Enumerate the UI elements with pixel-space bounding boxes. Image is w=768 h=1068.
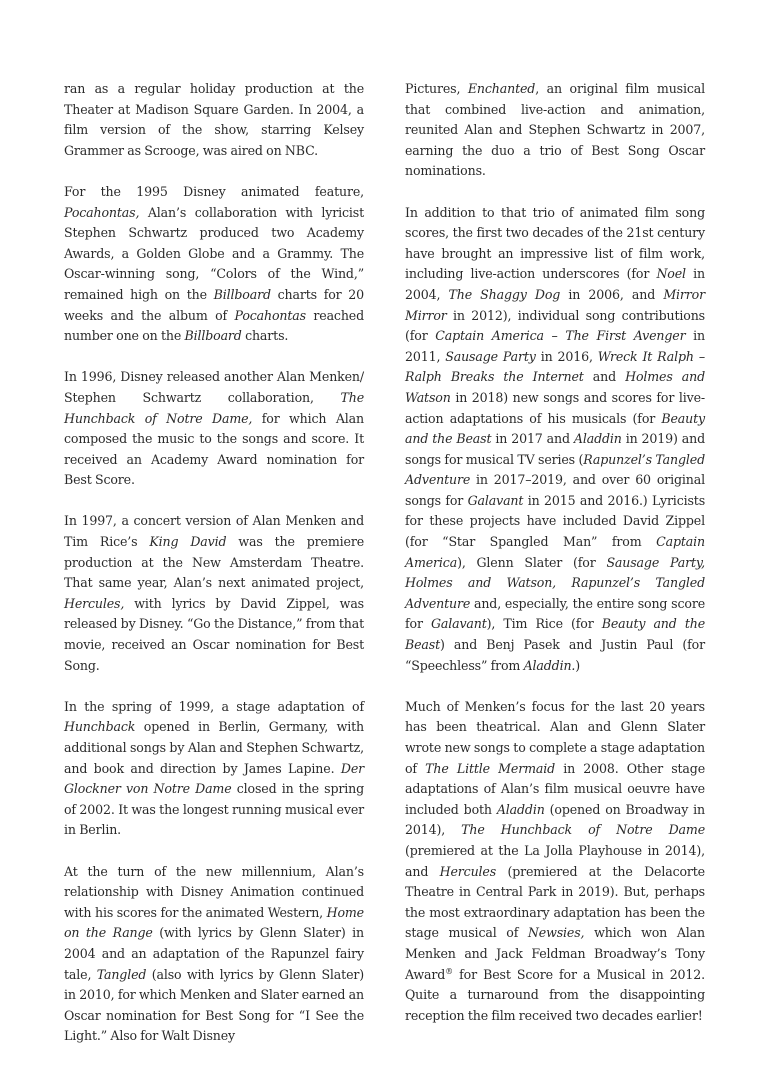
italic-text: Hunchback	[64, 719, 136, 735]
italic-text: Der Glockner von Notre Dame	[64, 760, 364, 797]
italic-text: Billboard	[184, 328, 242, 344]
text-run: At the turn of the new millennium, Alan’s relationship with Disney Animation continued with his scores for the animated Western,	[64, 863, 364, 920]
italic-text: Rapunzel’s Tangled Adventure	[405, 451, 706, 488]
italic-text: Beauty and the Beast	[405, 410, 705, 447]
italic-text: Beauty and the Beast	[405, 616, 705, 653]
text-run: in 2008. Other stage adaptations of Alan’s film musical oeuvre have included both	[405, 760, 706, 817]
text-run: in 2017 and	[491, 431, 574, 447]
italic-text: King David	[149, 534, 227, 550]
text-run: in 2018) new songs and scores for live-action adaptations of his musicals (for	[405, 389, 705, 426]
paragraph	[64, 367, 364, 491]
italic-text: Sausage Party, Holmes and Watson, Rapunzel’s Tangled Adventure	[405, 554, 706, 611]
text-run: Pictures,	[405, 81, 468, 96]
italic-text: Wreck It Ralph – Ralph Breaks the Internet	[405, 348, 705, 385]
text-run: and, especially, the entire song score for	[405, 595, 705, 632]
italic-text: Holmes and Watson	[405, 369, 706, 405]
italic-text: Aladdin	[573, 431, 622, 447]
text-run: in 2011,	[405, 328, 705, 364]
italic-text: Pocahontas,	[64, 204, 140, 220]
text-run: In 1996, Disney released another Alan Menken/ Stephen Schwartz collaboration,	[64, 369, 364, 405]
text-run: for which Alan composed the music to the songs and score. It received an Academy Award nomination for Best Score.	[64, 410, 364, 488]
paragraph	[405, 79, 705, 182]
text-run: In addition to that trio of animated film song scores, the first two decades of the 21st century have brought an impressive list of film work, including live-action underscores (for	[405, 204, 705, 282]
text-run: In 1997, a concert version of Alan Menken and Tim Rice’s	[64, 513, 364, 550]
italic-text: Enchanted	[467, 81, 536, 96]
italic-text: Captain America – The First Avenger	[435, 328, 686, 344]
paragraph	[405, 203, 705, 677]
text-run: charts.	[241, 328, 289, 344]
text-run: ran as a regular holiday production at the Theater at Madison Square Garden. In 2004, a film version of the show, starring Kelsey Grammer as Scrooge, was aired on NBC.	[64, 81, 364, 158]
text-run: closed in the spring of 2002. It was the longest running musical ever in Berlin.	[64, 781, 364, 838]
text-run: for Best Score for a Musical in 2012. Quite a turnaround from the disappointing reception the film received two decades earlier!	[405, 966, 705, 1023]
text-run: ), Tim Rice (for	[486, 616, 602, 632]
text-run: in 2006, and	[560, 286, 664, 302]
italic-text: Newsies,	[527, 925, 585, 941]
italic-text: Billboard	[213, 286, 271, 302]
text-run: and	[583, 369, 626, 385]
text-run: Much of Menken’s focus for the last 20 years has been theatrical. Alan and Glenn Slater wrote new songs to complete a stage adaptation of	[405, 698, 705, 776]
text-run: charts for 20 weeks and the album of	[64, 286, 364, 323]
italic-text: Aladdin	[496, 801, 545, 817]
text-run: in 2015 and 2016.) Lyricists for these projects have included David Zippel (for “Star Spangled Man” from	[405, 492, 706, 550]
text-run: was the premiere production at the New Amsterdam Theatre. That same year, Alan’s next animated project,	[64, 534, 364, 591]
italic-text: The Shaggy Dog	[448, 286, 561, 302]
text-run: , an original film musical that combined live-action and animation, reunited Alan and Stephen Schwartz in 2007, earning the duo a trio of Best Song Oscar nominations.	[405, 81, 705, 179]
italic-text: Aladdin.	[523, 657, 576, 673]
text-run: For the 1995 Disney animated feature,	[64, 183, 364, 199]
text-run: (opened on Broadway in 2014),	[405, 801, 705, 838]
italic-text: Galavant	[430, 616, 487, 632]
paragraph	[64, 697, 364, 841]
text-run: )	[575, 657, 581, 673]
italic-text: Galavant	[467, 492, 524, 508]
italic-text: Noel	[656, 266, 686, 282]
left-text-column	[64, 79, 364, 1068]
text-run: Alan’s collaboration with lyricist Stephen Schwartz produced two Academy Awards, a Golden Globe and a Grammy. The Oscar-winning song, “Colors of the Wind,” remained high on the	[64, 204, 364, 302]
text-run: opened in Berlin, Germany, with additional songs by Alan and Stephen Schwartz, and book and direction by James Lapine.	[64, 719, 364, 776]
text-run: in 2004,	[405, 266, 705, 302]
italic-text: Sausage Party	[445, 348, 536, 364]
paragraph	[64, 511, 364, 676]
italic-text: Hercules	[439, 863, 497, 879]
italic-text: Mirror Mirror	[405, 286, 705, 323]
paragraph	[64, 862, 364, 1047]
text-run: with lyrics by David Zippel, was released by Disney. “Go the Distance,” from that movie, received an Oscar nomination for Best Song.	[64, 595, 364, 673]
text-run: which won Alan Menken and Jack Feldman Broadway’s Tony Award	[405, 925, 705, 982]
text-run: ), Glenn Slater (for	[457, 554, 607, 570]
text-run: (premiered at the La Jolla Playhouse in 2014), and	[405, 842, 705, 879]
italic-text: Captain America	[405, 534, 705, 570]
italic-text: The Little Mermaid	[425, 760, 556, 776]
text-run: ) and Benj Pasek and Justin Paul (for “Speechless” from	[405, 637, 705, 673]
italic-text: Hercules,	[64, 595, 125, 611]
text-run: reached number one on the	[64, 307, 365, 344]
italic-text: The Hunchback of Notre Dame,	[64, 389, 364, 426]
italic-text: Home on the Range	[64, 904, 364, 941]
italic-text: The Hunchback of Notre Dame	[461, 822, 705, 838]
text-run: in 2012), individual song contributions (for	[405, 307, 705, 344]
italic-text: Tangled	[96, 966, 147, 982]
text-run: In the spring of 1999, a stage adaptation of	[64, 698, 364, 714]
right-text-column	[405, 79, 705, 1047]
registered-mark: ®	[445, 966, 454, 976]
italic-text: Pocahontas	[234, 307, 306, 323]
paragraph	[64, 182, 364, 347]
paragraph	[64, 79, 364, 161]
text-run: (also with lyrics by Glenn Slater) in 2010, for which Menken and Slater earned an Oscar nomination for Best Song for “I See the Light.” Also for Walt Disney	[64, 966, 364, 1044]
text-run: in 2019) and songs for musical TV series (	[405, 431, 705, 467]
text-run: (with lyrics by Glenn Slater) in 2004 and an adaptation of the Rapunzel fairy tale,	[64, 925, 364, 982]
text-run: in 2016,	[535, 348, 598, 364]
text-run: (premiered at the Delacorte Theatre in Central Park in 2019). But, perhaps the most extraordinary adaptation has been the stage musical of	[405, 863, 705, 941]
text-run: in 2017–2019, and over 60 original songs for	[405, 472, 705, 508]
paragraph	[405, 697, 705, 1027]
